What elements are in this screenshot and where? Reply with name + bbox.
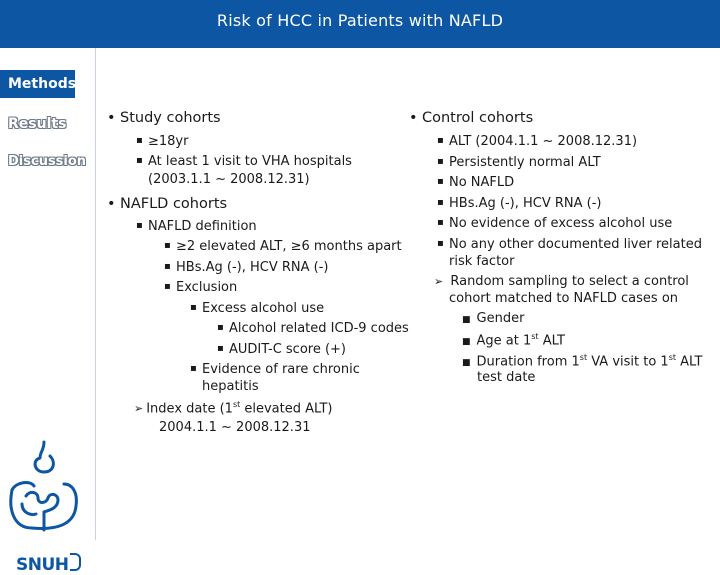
alcohol-item-auditc: ▪ AUDIT-C score (+) [229,342,346,357]
def-item-alt: ▪ ≥2 elevated ALT, ≥6 months apart [176,239,402,254]
sidebar [0,48,96,575]
match-dur-sup1: st [579,353,588,362]
control-item-alt: ▪ ALT (2004.1.1 ~ 2008.12.31) [449,134,637,149]
study-item-age: ▪ ≥18yr [148,134,188,149]
exclusion-item-hepatitis: ▪ Evidence of rare chronic [202,362,360,377]
logo-text: SNUH [16,555,69,575]
match-item-age [462,332,565,348]
def-item-serology: ▪ HBs.Ag (-), HCV RNA (-) [176,260,328,275]
index-date-post: elevated ALT) [240,401,333,417]
match-dur-a: Duration from 1 [476,354,580,370]
snuh-logo [16,553,81,575]
nafld-definition: ▪ NAFLD definition [148,219,257,234]
sidebar-item-results[interactable]: Results [8,116,67,132]
title-bar [0,0,720,48]
match-age-pre: Age at 1 [476,333,532,349]
logo-mark-icon [70,553,81,571]
nafld-cohorts-heading: • NAFLD cohorts [120,196,227,212]
index-date-pre: Index date (1 [146,401,233,417]
match-age-sup: st [531,332,539,341]
study-item-visit: ▪ At least 1 visit to VHA hospitals [148,154,352,169]
square-bullet-icon: ■ [462,358,471,369]
match-gender-text: Gender [476,311,525,326]
control-cohorts-heading: • Control cohorts [422,110,533,126]
match-dur-b: VA visit to 1 [587,354,669,370]
control-item-liver-risk: ▪ No any other documented liver related [449,237,702,252]
match-item-duration [462,353,702,369]
control-sampling [434,274,689,289]
exclusion-item-hepatitis-cont: hepatitis [202,379,259,394]
match-dur-c: ALT [676,354,703,370]
index-date-range: 2004.1.1 ~ 2008.12.31 [159,420,311,435]
exclusion-item-alcohol: ▪ Excess alcohol use [202,301,324,316]
index-date [134,400,333,416]
sampling-line-2: cohort matched to NAFLD cases on [449,291,679,306]
sidebar-item-methods[interactable]: Methods [0,70,75,98]
match-item-gender [462,311,524,326]
match-duration-cont: test date [477,370,536,385]
study-item-period: (2003.1.1 ~ 2008.12.31) [148,172,310,187]
digestive-system-icon [4,440,84,532]
study-cohorts-heading: • Study cohorts [120,110,221,126]
index-date-sup: st [232,400,241,409]
square-bullet-icon: ■ [462,315,471,325]
match-dur-sup2: st [668,353,676,362]
control-item-liver-risk-cont: risk factor [449,254,515,269]
control-item-no-nafld: ▪ No NAFLD [449,175,514,190]
sampling-line-1: Random sampling to select a control [450,274,689,289]
sidebar-item-discussion[interactable]: Discussion [8,154,87,169]
page-title: Risk of HCC in Patients with NAFLD [216,11,504,30]
arrow-bullet-icon: ➢ [134,402,144,416]
alcohol-item-icd9: ▪ Alcohol related ICD-9 codes [229,321,409,336]
control-item-normal-alt: ▪ Persistently normal ALT [449,155,601,170]
match-age-post: ALT [538,333,565,349]
control-item-serology: ▪ HBs.Ag (-), HCV RNA (-) [449,196,601,211]
arrow-bullet-icon: ➢ [434,275,444,288]
control-item-alcohol: ▪ No evidence of excess alcohol use [449,216,672,231]
def-item-exclusion: ▪ Exclusion [176,280,237,295]
square-bullet-icon: ■ [462,337,471,348]
